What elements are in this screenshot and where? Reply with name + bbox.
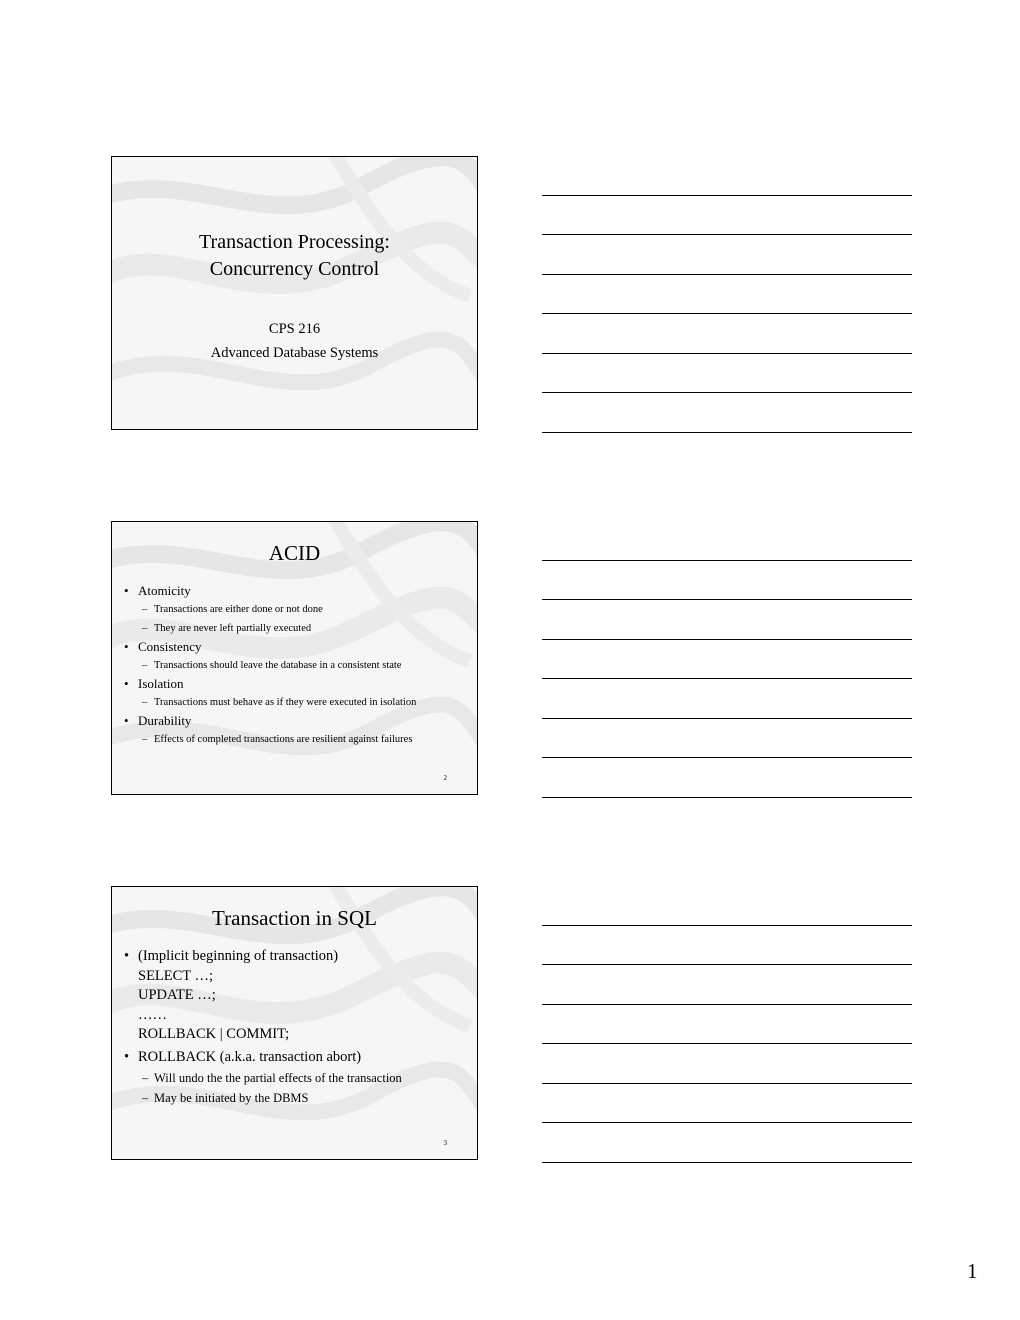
sub-bullet: – May be initiated by the DBMS	[124, 1088, 471, 1108]
course-code: CPS 216	[268, 321, 321, 337]
slide-3	[111, 886, 478, 1160]
sql-line: ROLLBACK | COMMIT;	[138, 1026, 290, 1043]
slide-page-number: 3	[443, 1139, 447, 1147]
note-line	[542, 797, 912, 798]
slide-1	[111, 156, 478, 430]
sub-bullet: – Transactions must behave as if they were executed in isolation	[124, 693, 471, 712]
note-line	[542, 313, 912, 314]
slide-2	[111, 521, 478, 795]
note-line	[542, 274, 912, 275]
course-name: Advanced Database Systems	[210, 345, 379, 361]
bullet-durability: • Durability	[124, 712, 471, 730]
sql-line: SELECT …;	[138, 967, 214, 984]
note-line	[542, 560, 912, 561]
title-line-2: Concurrency Control	[209, 258, 380, 280]
slide-title: Transaction in SQL	[212, 906, 377, 930]
sub-bullet: – Transactions should leave the database in a consistent state	[124, 656, 471, 675]
note-line	[542, 757, 912, 758]
sql-line: ……	[138, 1006, 167, 1023]
note-line	[542, 1122, 912, 1123]
sub-bullet: – Will undo the the partial effects of the transaction	[124, 1068, 471, 1088]
bullet-consistency: • Consistency	[124, 638, 471, 656]
note-line	[542, 234, 912, 235]
page-number: 1	[967, 1259, 978, 1283]
note-line	[542, 639, 912, 640]
bullet-list	[124, 582, 471, 749]
note-line	[542, 718, 912, 719]
bullet-isolation: • Isolation	[124, 675, 471, 693]
sub-bullet: – They are never left partially executed	[124, 619, 471, 638]
note-line	[542, 392, 912, 393]
slide-title: ACID	[268, 541, 321, 565]
note-line	[542, 432, 912, 433]
bullet-list	[124, 947, 471, 1108]
sql-line: UPDATE …;	[138, 987, 216, 1004]
note-line	[542, 964, 912, 965]
note-line	[542, 599, 912, 600]
bullet-line: • (Implicit beginning of transaction)	[138, 948, 339, 964]
note-line	[542, 925, 912, 926]
note-line	[542, 1162, 912, 1163]
sub-bullet: – Transactions are either done or not done	[124, 600, 471, 619]
slide-page-number: 2	[443, 774, 447, 782]
note-line	[542, 195, 912, 196]
note-line	[542, 1083, 912, 1084]
bullet-rollback: • ROLLBACK (a.k.a. transaction abort)	[124, 1048, 471, 1068]
note-line	[542, 678, 912, 679]
note-line	[542, 353, 912, 354]
bullet-atomicity: • Atomicity	[124, 582, 471, 600]
note-line	[542, 1004, 912, 1005]
bullet-implicit-transaction	[124, 947, 471, 1045]
sub-bullet: – Effects of completed transactions are resilient against failures	[124, 730, 471, 749]
slide-title	[112, 229, 477, 283]
title-line-1: Transaction Processing:	[199, 231, 390, 253]
note-line	[542, 1043, 912, 1044]
slide-subtitle	[112, 317, 477, 365]
